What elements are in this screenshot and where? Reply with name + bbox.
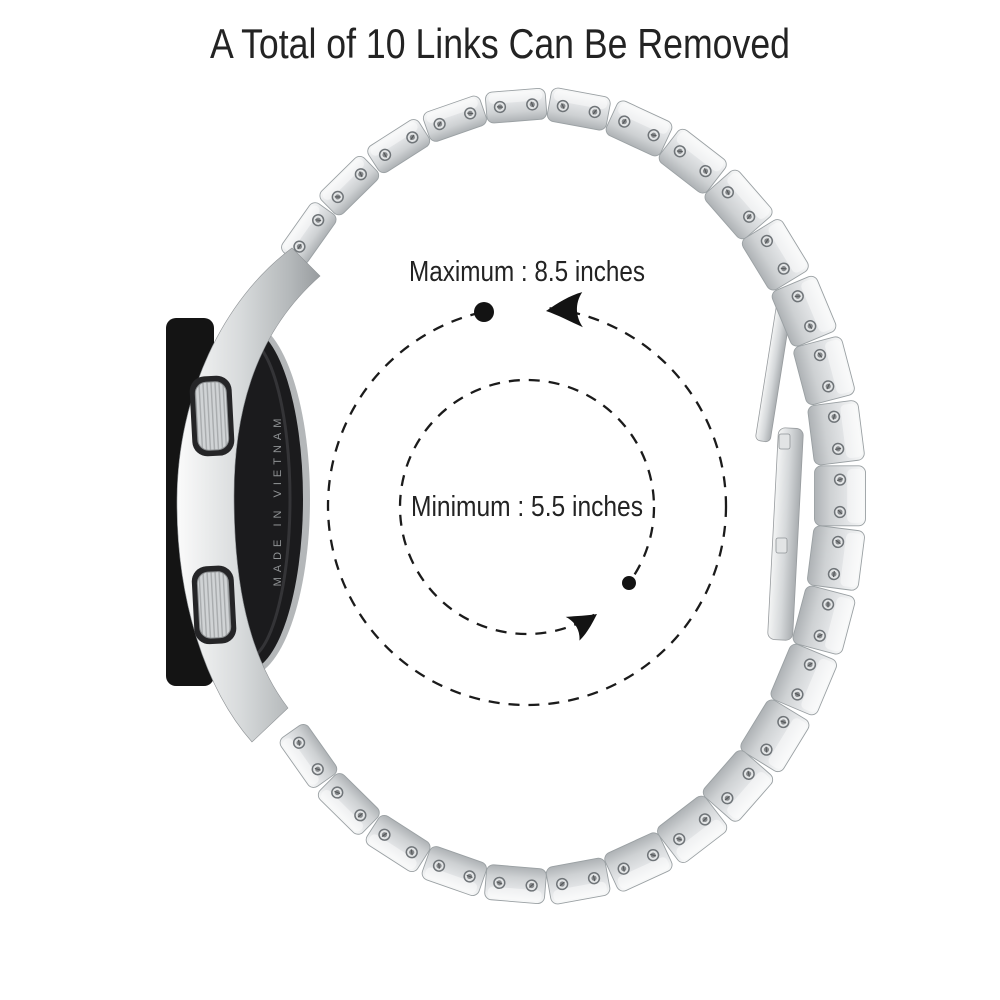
- maximum-circle-dot: [474, 302, 494, 322]
- band-link: [807, 525, 866, 591]
- band-link: [317, 154, 382, 218]
- size-guide-diagram: [328, 256, 726, 705]
- watch-engraving: MADE IN VIETNAM: [272, 413, 284, 587]
- page-title: A Total of 10 Links Can Be Removed: [210, 20, 790, 67]
- watch-button-lower: [191, 565, 237, 645]
- band-link-highlight: [847, 469, 863, 523]
- minimum-label: Minimum : 5.5 inches: [411, 491, 643, 523]
- watch-button-lower-cap: [197, 571, 231, 639]
- band-link: [485, 88, 547, 124]
- band-link: [545, 857, 611, 905]
- watch-button-upper: [189, 375, 235, 457]
- band-link: [365, 117, 432, 175]
- band-link: [546, 87, 611, 131]
- maximum-arrow-icon: [544, 292, 585, 331]
- band-link: [791, 585, 856, 656]
- band-link: [420, 845, 488, 898]
- minimum-circle-dot: [622, 576, 636, 590]
- screw-slot: [439, 863, 440, 869]
- clasp-release-button: [779, 434, 790, 449]
- band-link: [364, 813, 433, 875]
- screw-slot: [766, 747, 767, 753]
- band-link: [792, 335, 856, 406]
- watch: [166, 248, 320, 742]
- band-link: [421, 94, 488, 143]
- band-link: [807, 400, 865, 466]
- band-link-plate: [317, 154, 382, 218]
- watch-button-upper-cap: [195, 381, 230, 451]
- maximum-label: Maximum : 8.5 inches: [409, 256, 645, 288]
- screw-slot: [467, 113, 473, 114]
- clasp-plate: [767, 428, 803, 641]
- band-link: [814, 466, 865, 526]
- band-link: [484, 864, 547, 904]
- screw-slot: [677, 151, 683, 152]
- clasp-catch: [776, 538, 787, 553]
